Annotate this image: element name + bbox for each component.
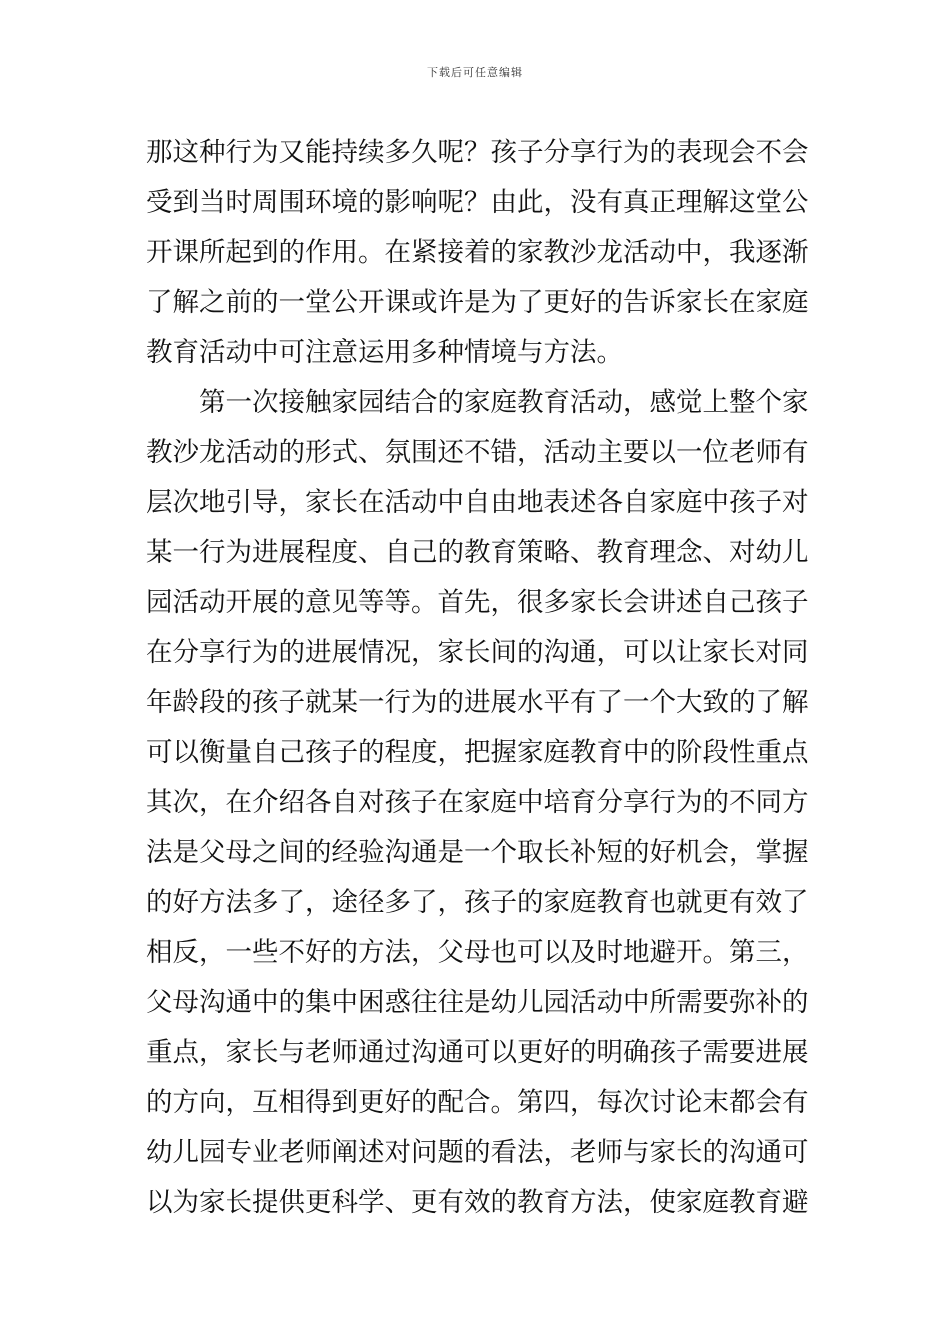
- page-header: 下载后可任意编辑: [427, 66, 523, 79]
- text-line: 相反，一些不好的方法，父母也可以及时地避开。第三，: [146, 937, 809, 968]
- text-line: 了解之前的一堂公开课或许是为了更好的告诉家长在家庭: [146, 287, 809, 318]
- text-line: 开课所起到的作用。在紧接着的家教沙龙活动中，我逐渐: [146, 237, 809, 268]
- text-line: 教沙龙活动的形式、氛围还不错，活动主要以一位老师有: [146, 437, 809, 468]
- text-line: 以为家长提供更科学、更有效的教育方法，使家庭教育避: [146, 1187, 809, 1218]
- text-line: 某一行为进展程度、自己的教育策略、教育理念、对幼儿: [146, 537, 809, 568]
- text-line: 第一次接触家园结合的家庭教育活动，感觉上整个家: [146, 387, 809, 418]
- text-line: 年龄段的孩子就某一行为的进展水平有了一个大致的了解: [146, 687, 809, 718]
- text-line: 教育活动中可注意运用多种情境与方法。: [146, 337, 623, 368]
- text-line: 层次地引导，家长在活动中自由地表述各自家庭中孩子对: [146, 487, 809, 518]
- text-line: 的好方法多了，途径多了，孩子的家庭教育也就更有效了: [146, 887, 809, 918]
- text-line: 的方向，互相得到更好的配合。第四，每次讨论末都会有: [146, 1087, 809, 1118]
- text-line: 受到当时周围环境的影响呢？由此，没有真正理解这堂公: [146, 187, 809, 218]
- document-body: [146, 128, 810, 1228]
- text-line: 重点，家长与老师通过沟通可以更好的明确孩子需要进展: [146, 1037, 809, 1068]
- text-line: 父母沟通中的集中困惑往往是幼儿园活动中所需要弥补的: [146, 987, 809, 1018]
- text-line: 幼儿园专业老师阐述对问题的看法，老师与家长的沟通可: [146, 1137, 809, 1168]
- text-line: 可以衡量自己孩子的程度，把握家庭教育中的阶段性重点: [146, 737, 809, 768]
- text-line: 那这种行为又能持续多久呢？孩子分享行为的表现会不会: [146, 137, 809, 168]
- text-line: 其次，在介绍各自对孩子在家庭中培育分享行为的不同方: [146, 787, 809, 818]
- text-line: 在分享行为的进展情况，家长间的沟通，可以让家长对同: [146, 637, 809, 668]
- text-line: 园活动开展的意见等等。首先，很多家长会讲述自己孩子: [146, 587, 809, 618]
- text-line: 法是父母之间的经验沟通是一个取长补短的好机会，掌握: [146, 837, 809, 868]
